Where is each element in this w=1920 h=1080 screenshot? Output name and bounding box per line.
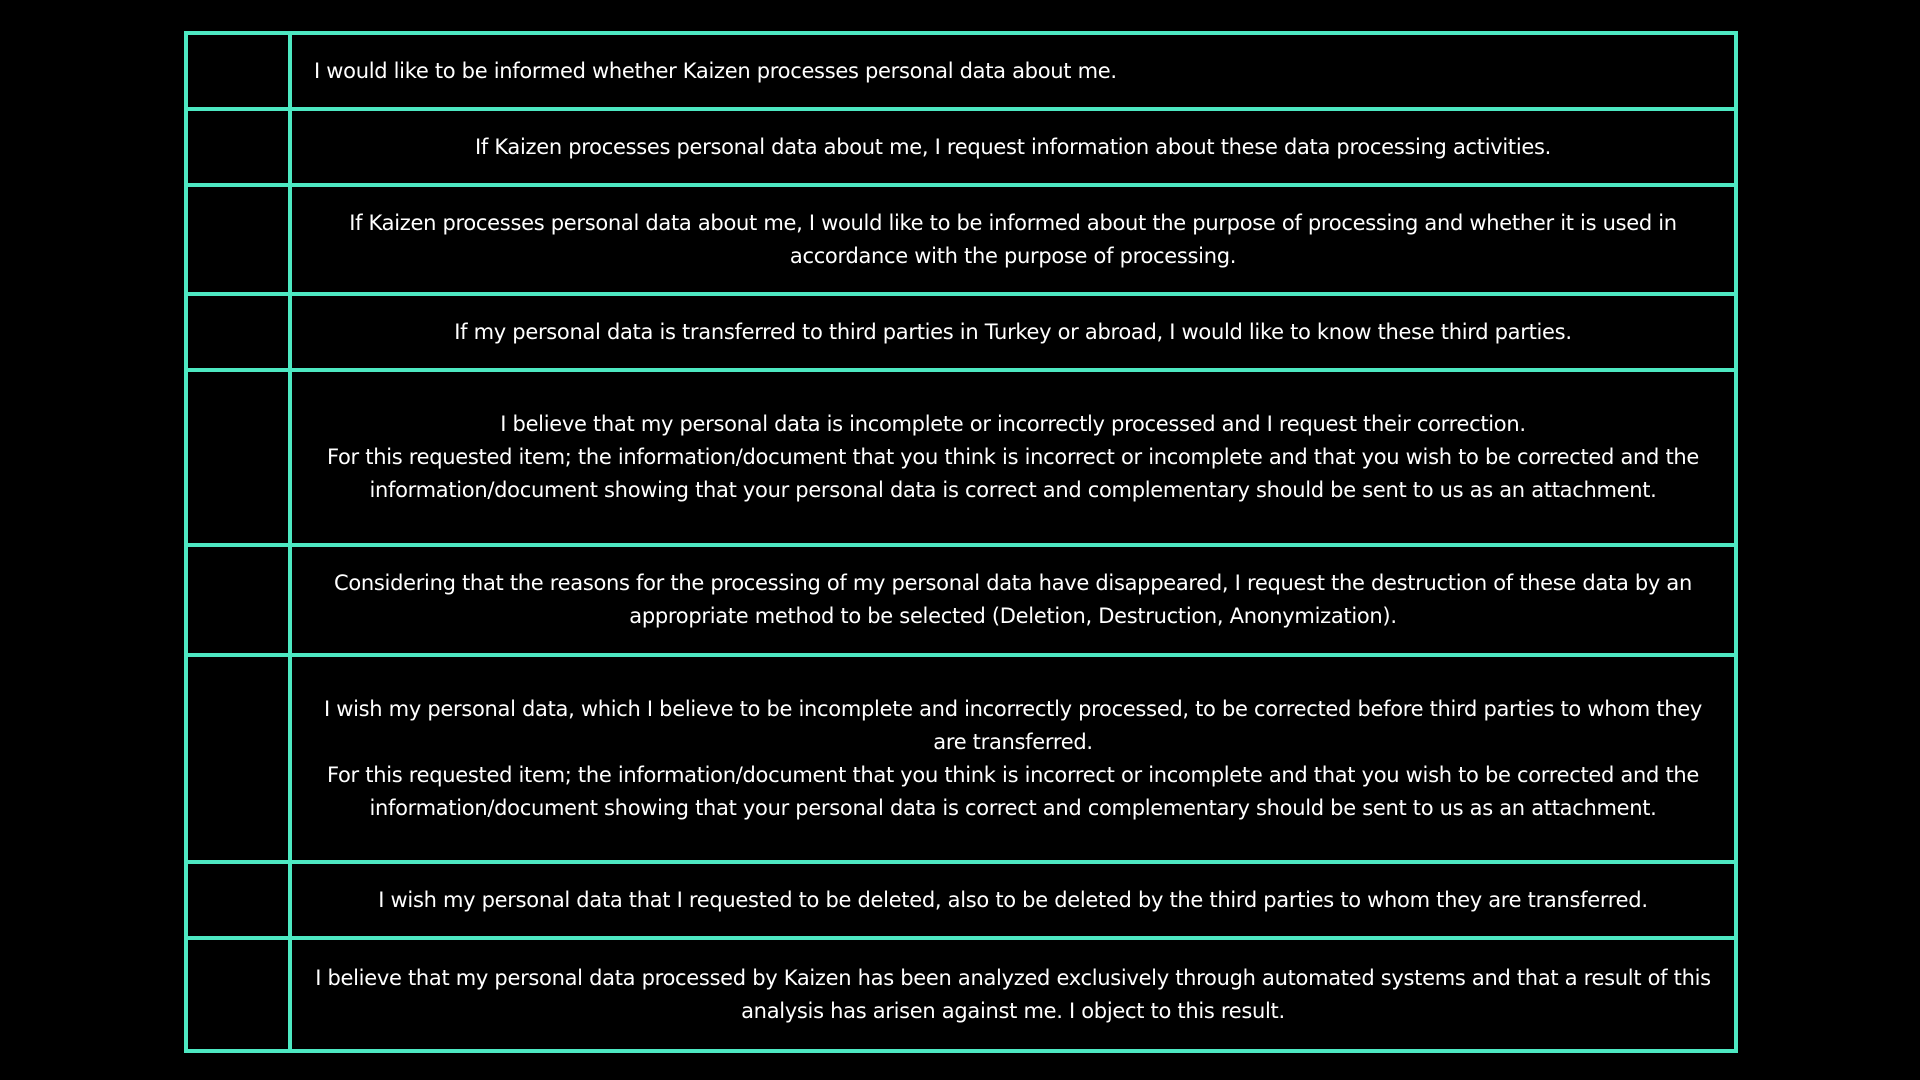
request-text-line: I wish my personal data, which I believe to be incomplete and incorrectly processed, to be corrected before third parties to whom they are transferred. xyxy=(323,696,1703,754)
request-row xyxy=(188,187,1734,296)
request-text xyxy=(292,187,1734,292)
request-table xyxy=(184,31,1738,1053)
request-row xyxy=(188,940,1734,1049)
request-text xyxy=(292,864,1734,936)
request-checkbox-cell[interactable] xyxy=(188,657,292,860)
request-text xyxy=(292,35,1734,107)
request-text-line: For this requested item; the information/document that you think is incorrect or incomplete and that you wish to be corrected and the information/document showing that your personal data is correct and complementary should be sent to us as an attachment. xyxy=(326,445,1700,502)
request-row xyxy=(188,296,1734,372)
request-row xyxy=(188,864,1734,940)
request-checkbox-cell[interactable] xyxy=(188,940,292,1049)
request-text-line: Considering that the reasons for the processing of my personal data have disappeared, I request the destruction of these data by an appropriate method to be selected (Deletion, Destruction, Anonymization). xyxy=(333,571,1693,628)
request-text-line: I would like to be informed whether Kaizen processes personal data about me. xyxy=(314,58,1117,83)
request-text-line: If Kaizen processes personal data about me, I would like to be informed about the purpose of processing and whether it is used in accordance with the purpose of processing. xyxy=(349,210,1677,268)
request-checkbox-cell[interactable] xyxy=(188,35,292,107)
request-text xyxy=(292,547,1734,653)
request-text-line: If Kaizen processes personal data about me, I request information about these data processing activities. xyxy=(474,134,1552,159)
request-row xyxy=(188,372,1734,547)
request-checkbox-cell[interactable] xyxy=(188,111,292,183)
request-text xyxy=(292,940,1734,1049)
request-row xyxy=(188,111,1734,187)
request-text-line: I wish my personal data that I requested to be deleted, also to be deleted by the third parties to whom they are transferred. xyxy=(378,887,1648,912)
request-text-line: For this requested item; the information/document that you think is incorrect or incomplete and that you wish to be corrected and the information/document showing that your personal data is correct and complementary should be sent to us as an attachment. xyxy=(326,762,1700,820)
request-text-line: If my personal data is transferred to third parties in Turkey or abroad, I would like to know these third parties. xyxy=(454,319,1572,344)
request-text-line: I believe that my personal data is incomplete or incorrectly processed and I request their correction. xyxy=(500,412,1526,436)
request-row xyxy=(188,657,1734,864)
request-checkbox-cell[interactable] xyxy=(188,547,292,653)
request-text xyxy=(292,296,1734,368)
request-text-line: I believe that my personal data processed by Kaizen has been analyzed exclusively through automated systems and that a result of this analysis has arisen against me. I object to this result. xyxy=(315,965,1711,1023)
request-checkbox-cell[interactable] xyxy=(188,372,292,543)
request-row xyxy=(188,547,1734,657)
request-checkbox-cell[interactable] xyxy=(188,296,292,368)
request-text xyxy=(292,657,1734,860)
request-checkbox-cell[interactable] xyxy=(188,864,292,936)
request-checkbox-cell[interactable] xyxy=(188,187,292,292)
request-text xyxy=(292,111,1734,183)
request-text xyxy=(292,372,1734,543)
request-row xyxy=(188,35,1734,111)
